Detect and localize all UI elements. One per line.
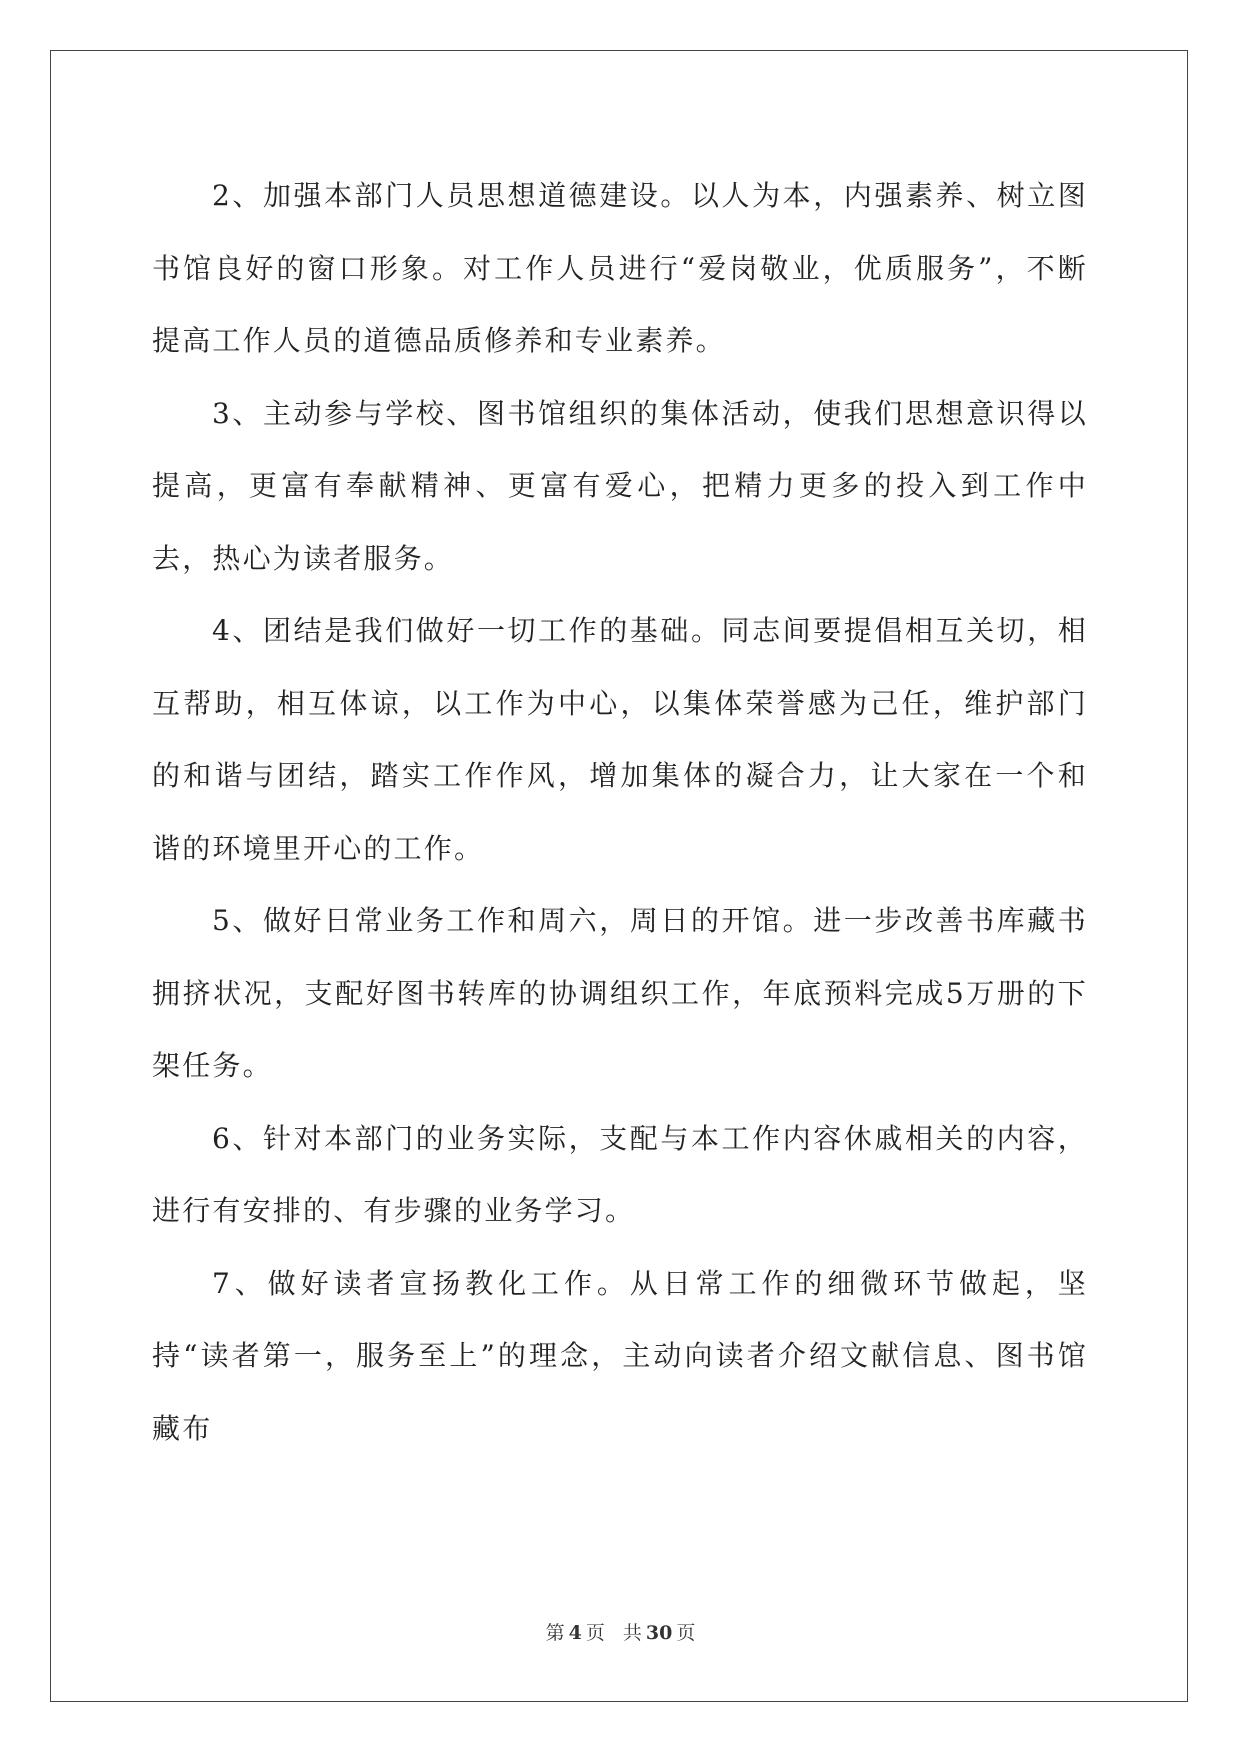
page-footer xyxy=(0,1618,1241,1645)
paragraph-6: 6、针对本部门的业务实际，支配与本工作内容休戚相关的内容，进行有安排的、有步骤的业务学习。 xyxy=(152,1121,1088,1227)
paragraph-5: 5、做好日常业务工作和周六，周日的开馆。进一步改善书库藏书拥挤状况，支配好图书转库的协调组织工作，年底预料完成5万册的下架任务。 xyxy=(152,904,1088,1082)
page-number: 4 xyxy=(568,1622,582,1644)
page-prefix: 第 xyxy=(545,1622,565,1644)
document-body xyxy=(152,160,1088,1465)
paragraph-2: 2、加强本部门人员思想道德建设。以人为本，内强素养、树立图书馆良好的窗口形象。对工作人员进行“爱岗敬业，优质服务”，不断提高工作人员的道德品质修养和专业素养。 xyxy=(152,179,1088,357)
paragraph-4: 4、团结是我们做好一切工作的基础。同志间要提倡相互关切，相互帮助，相互体谅，以工作为中心，以集体荣誉感为己任，维护部门的和谐与团结，踏实工作作风，增加集体的凝合力，让大家在一个和谐的环境里开心的工作。 xyxy=(152,614,1088,865)
paragraph-3: 3、主动参与学校、图书馆组织的集体活动，使我们思想意识得以提高，更富有奉献精神、更富有爱心，把精力更多的投入到工作中去，热心为读者服务。 xyxy=(152,396,1088,575)
total-suffix: 页 xyxy=(676,1622,696,1644)
paragraph-7: 7、做好读者宣扬教化工作。从日常工作的细微环节做起，坚持“读者第一，服务至上”的理念，主动向读者介绍文献信息、图书馆藏布 xyxy=(152,1266,1088,1445)
total-pages: 30 xyxy=(645,1622,673,1644)
total-prefix: 共 xyxy=(622,1622,642,1644)
page-suffix: 页 xyxy=(585,1622,605,1644)
